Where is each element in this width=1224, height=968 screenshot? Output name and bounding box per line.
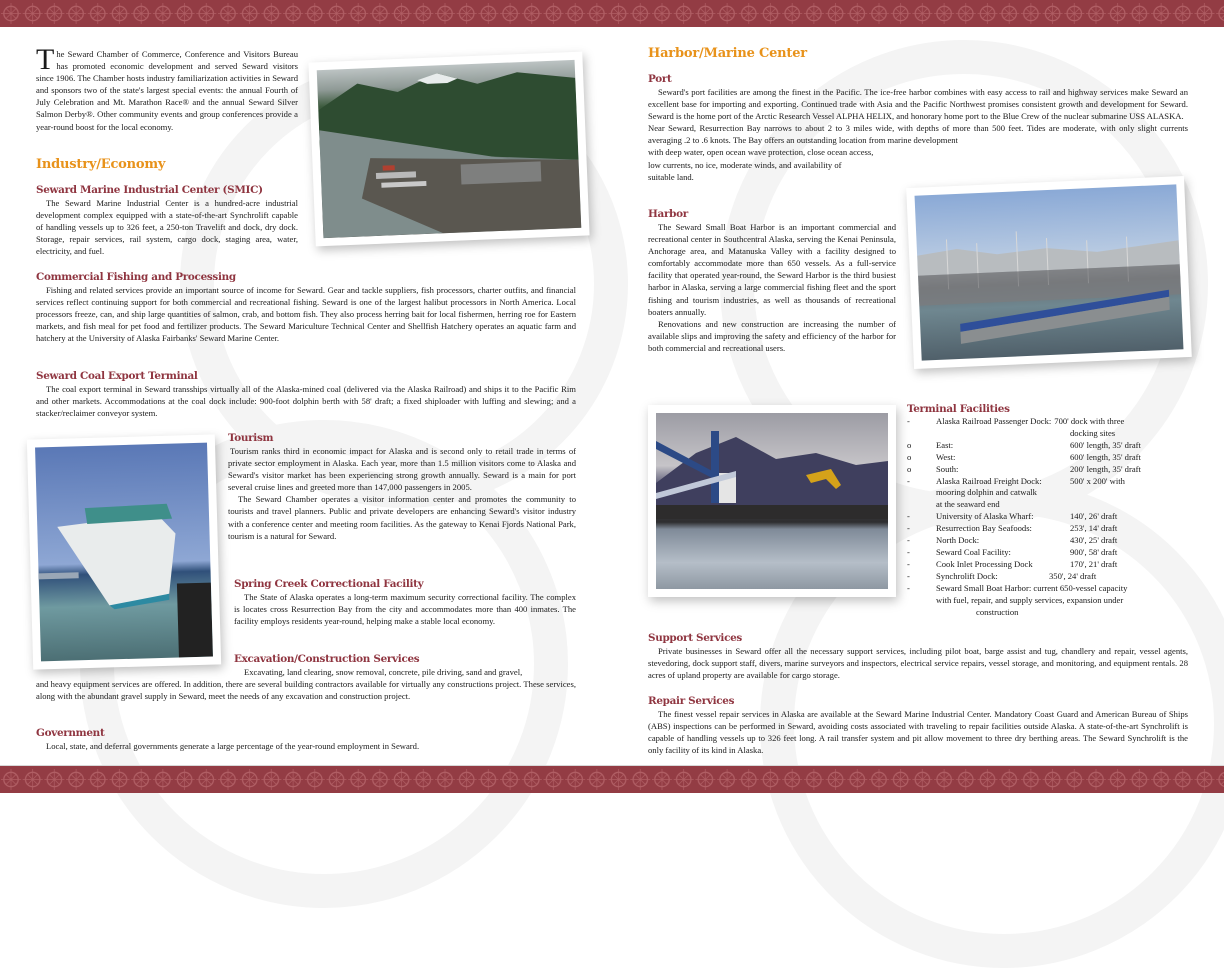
facility-bullet <box>907 595 936 607</box>
facility-bullet: - <box>907 558 910 569</box>
facility-bullet: - <box>907 511 910 522</box>
facility-row <box>907 559 1187 571</box>
correctional-section <box>234 578 576 627</box>
aerial-photo-illustration <box>317 60 582 238</box>
fishing-section <box>36 271 576 344</box>
fishing-body: Fishing and related services provide an important source of income for Seward. Gear and tackle suppliers, fish processors, charter outfits, and financial services reflect continuing support for both commercial and recreational fishing. Seward is one of the largest halibut processors in North America. Local processors freeze, can, and ship large quantities of salmon, crab, and bottom fish. They also process herring bait for local fishermen, herring roe for Eastern markets, and fish meal for pet food and fertilizer products. The Seward Mariculture Technical Center and Shellfish Hatchery operates an aquatic farm and hatchery at the University of Alaska Fairbanks' Seward Marine Center. <box>36 285 576 344</box>
facility-bullet: - <box>907 570 910 581</box>
facility-row <box>907 583 1187 595</box>
facility-name: South: <box>936 463 959 474</box>
facility-name <box>936 428 1070 440</box>
facility-name: at the seaward end <box>936 499 1000 510</box>
facility-bullet <box>907 487 936 499</box>
port-body-3: with deep water, open ocean wave protection, close ocean access, <box>648 147 874 158</box>
repair-body: The finest vessel repair services in Alaska are available at the Seward Marine Industrial Center. Mandatory Coast Guard and American Bureau of Ships (ABS) inspections can be performed in Seward, avoiding costs associated with traveling to repair facilities outside Alaska. A state-of-the-art Synchrolift is capable of handling vessels up to 326 feet long. A rail transfer system and pit allow movement to three dry berthing areas. The Seward Synchrolift is the only facility of its kind in Alaska. <box>648 709 1188 756</box>
intro-paragraph: The Seward Chamber of Commerce, Conference and Visitors Bureau has promoted economic development and served Seward visitors since 1906. The Chamber hosts industry familiarization activities in Seward and sponsors two of the state's largest special events: the annual Fourth of July Celebration and Mt. Marathon Race® and the annual Seward Silver Salmon Derby®. Other community events and group conferences provide a year-round boost for the local economy. <box>36 43 298 132</box>
facility-row <box>907 535 1187 547</box>
fishing-heading: Commercial Fishing and Processing <box>36 271 236 283</box>
facility-value: 500' x 200' with <box>1070 475 1125 486</box>
government-body: Local, state, and deferral governments generate a large percentage of the year-round employment in Seward. <box>46 741 420 751</box>
facility-name: construction <box>976 606 1019 617</box>
port-body-4: low currents, no ice, moderate winds, and availability of <box>648 159 842 170</box>
coal-section <box>36 370 576 419</box>
facility-name: Seward Coal Facility: <box>936 546 1011 557</box>
aerial-harbor-photo <box>308 52 589 247</box>
port-heading: Port <box>648 73 672 85</box>
facility-name: Alaska Railroad Passenger Dock: <box>936 416 1052 426</box>
smic-section <box>36 184 298 257</box>
coal-body: The coal export terminal in Seward transships virtually all of the Alaska-mined coal (delivered via the Alaska Railroad) and ships it to the Pacific Rim and other markets. Accommodations at the coal dock include: 900-foot dolphin berth with 58' draft; a fixed shiploader with luffing and slewing; and a stacker/reclaimer conveyor system. <box>36 384 576 419</box>
smic-heading: Seward Marine Industrial Center (SMIC) <box>36 184 263 196</box>
facility-value: 140', 26' draft <box>1070 511 1118 522</box>
facility-row <box>907 547 1187 559</box>
facility-name: Seward Small Boat Harbor: current 650-vessel capacity <box>936 582 1128 593</box>
repair-section <box>648 695 1188 756</box>
cruise-ship-photo <box>27 434 221 669</box>
harbor-illustration <box>915 184 1184 360</box>
terminal-facilities-list <box>907 416 1187 618</box>
facility-row <box>907 440 1187 452</box>
facility-bullet: - <box>907 523 910 534</box>
repair-heading: Repair Services <box>648 695 735 707</box>
support-heading: Support Services <box>648 632 742 644</box>
section-title-industry: Industry/Economy <box>36 157 166 172</box>
section-title-harbor: Harbor/Marine Center <box>648 46 807 61</box>
small-boat-harbor-photo <box>906 176 1192 369</box>
top-decorative-band <box>0 0 1224 27</box>
facility-bullet <box>907 499 936 511</box>
facility-bullet <box>907 607 936 619</box>
excavation-section <box>36 653 576 702</box>
coal-loader-illustration <box>656 413 888 589</box>
facility-value: 700' dock with three <box>1054 416 1125 426</box>
facility-name: East: <box>936 439 954 450</box>
harbor-heading: Harbor <box>648 208 688 220</box>
facility-row <box>907 416 1187 428</box>
facility-bullet <box>907 428 936 440</box>
facility-row <box>907 607 1187 619</box>
tourism-body-1: Tourism ranks third in economic impact for Alaska and is second only to retail trade in terms of private sector employment in Alaska. Each year, more than 1.5 million visitors come to Alaska and Seward's visitor market has been experiencing strong growth annually. Seward is a main for port several cruise lines and greeted more than 147,000 passengers in 2005. <box>228 446 576 493</box>
drop-cap: T <box>36 43 55 76</box>
tourism-body-2: The Seward Chamber operates a visitor information center and promotes the community to tourists and travel planners. Public and private developers are enhancing Seward's visitor industry with a conference center and meeting room facilities. As the gateway to Kenai Fjords National Park, tourism is a natural for Seward. <box>228 494 576 541</box>
port-section <box>648 73 1188 183</box>
facility-name: University of Alaska Wharf: <box>936 511 1034 522</box>
facility-bullet: - <box>907 582 910 593</box>
smic-body: The Seward Marine Industrial Center is a hundred-acre industrial development complex equipped with a state-of-the-art Synchrolift capable of handling vessels up to 326 feet, a 250-ton Travelift and dock, dry dock. Storage, repair services, rail system, cargo dock, staging area, water, electricity, and fuel. <box>36 198 298 257</box>
government-section <box>36 727 576 752</box>
facility-row <box>907 487 1187 499</box>
support-body: Private businesses in Seward offer all the necessary support services, including pilot boat, barge assist and tug, chandlery and repair, vessel agents, stevedoring, dock support staff, divers, marine surveyors and inspectors, electrical service repairs, vessel storage, and monitoring, and equipment rentals. 28 acres of upland property are available for cargo storage. <box>648 646 1188 681</box>
tourism-section <box>228 432 576 542</box>
facility-bullet: - <box>907 416 910 426</box>
excavation-body-rest: and heavy equipment services are offered. In addition, there are several building contractors available for virtually any constructions project. These services, along with the abundant gravel supply in Seward, meet the needs of any excavation and construction project. <box>36 679 576 702</box>
facility-value: 170', 21' draft <box>1070 558 1118 569</box>
facility-name: with fuel, repair, and supply services, expansion under <box>936 594 1124 605</box>
facility-value: 430', 25' draft <box>1070 535 1118 546</box>
facility-value: 900', 58' draft <box>1070 546 1118 557</box>
harbor-section <box>648 208 896 354</box>
facility-row <box>907 571 1187 583</box>
harbor-body-1: The Seward Small Boat Harbor is an important commercial and recreational center in Southcentral Alaska, serving the Kenai Peninsula, Anchorage area, and Matanuska Valley with a facility designed to comfortably accommodate more than 650 vessels. As a full-service facility that operated year-round, the Seward Harbor is the third busiest harbor in Alaska, serving a large commercial fishing fleet and the sport fishing and tourism industries, as well as thousands of recreational boaters annually. <box>648 222 896 317</box>
facility-bullet: - <box>907 546 910 557</box>
ship-wheel-pattern <box>0 0 1224 27</box>
correctional-body: The State of Alaska operates a long-term maximum security correctional facility. The complex is locates cross Resurrection Bay from the city and accommodates more than 400 inmates. The facility employs residents year-round, helping make a stable local economy. <box>234 592 576 627</box>
facility-value: 350', 24' draft <box>1049 570 1097 581</box>
facility-name: Synchrolift Dock: <box>936 570 998 581</box>
facility-bullet: - <box>907 475 910 486</box>
facility-name: mooring dolphin and catwalk <box>936 487 1037 498</box>
port-body-2: Near Seward, Resurrection Bay narrows to about 2 to 3 miles wide, with depths of more than 500 feet. Tides are moderate, with only slight currents averaging .2 to .6 knots. The Bay offers an outstanding location from marine development <box>648 123 1188 146</box>
excavation-body-first: Excavating, land clearing, snow removal, concrete, pile driving, sand and gravel, <box>244 667 523 677</box>
port-body-1: Seward's port facilities are among the finest in the Pacific. The ice-free harbor combines with easy access to rail and highway services make Seward an excellent base for importing and exporting. Continued trade with Asia and the Pacific Northwest promises consistent growth and development for Seward. Seward is the home port of the Arctic Research Vessel ALPHA HELIX, and honorary home port to the Blue Crew of the nuclear submarine USS ALASKA. <box>648 87 1188 122</box>
ship-wheel-pattern <box>0 766 1224 793</box>
facility-row <box>907 595 1187 607</box>
facility-bullet: o <box>907 439 912 450</box>
facility-name: North Dock: <box>936 535 980 546</box>
facility-name: Alaska Railroad Freight Dock: <box>936 475 1042 486</box>
facility-row <box>907 464 1187 476</box>
facility-name: Cook Inlet Processing Dock <box>936 558 1033 569</box>
government-heading: Government <box>36 727 105 739</box>
tourism-heading: Tourism <box>228 432 274 444</box>
facility-name: Resurrection Bay Seafoods: <box>936 523 1032 534</box>
facility-row <box>907 452 1187 464</box>
facility-row <box>907 428 1187 440</box>
facility-value: 253', 14' draft <box>1070 523 1118 534</box>
facility-bullet: o <box>907 463 912 474</box>
correctional-heading: Spring Creek Correctional Facility <box>234 578 424 590</box>
excavation-heading: Excavation/Construction Services <box>234 653 420 665</box>
facility-name: West: <box>936 451 956 462</box>
facility-value: 200' length, 35' draft <box>1070 463 1141 474</box>
facility-value: 600' length, 35' draft <box>1070 451 1141 462</box>
support-section <box>648 632 1188 681</box>
facility-value: docking sites <box>1070 427 1116 438</box>
facility-row <box>907 499 1187 511</box>
harbor-body-2: Renovations and new construction are increasing the number of available slips and improving the safety and efficiency of the harbor for both commercial and recreational users. <box>648 318 896 353</box>
bottom-decorative-band <box>0 765 1224 793</box>
coal-loader-photo <box>648 405 896 597</box>
terminal-facilities <box>907 403 1187 618</box>
facility-row <box>907 476 1187 488</box>
facility-row <box>907 523 1187 535</box>
terminal-heading: Terminal Facilities <box>907 403 1010 415</box>
port-body-5: suitable land. <box>648 171 694 182</box>
cruise-ship-illustration <box>35 443 213 662</box>
facility-value: 600' length, 35' draft <box>1070 439 1141 450</box>
facility-bullet: - <box>907 535 910 546</box>
facility-row <box>907 511 1187 523</box>
facility-bullet: o <box>907 451 912 462</box>
coal-heading: Seward Coal Export Terminal <box>36 370 198 382</box>
